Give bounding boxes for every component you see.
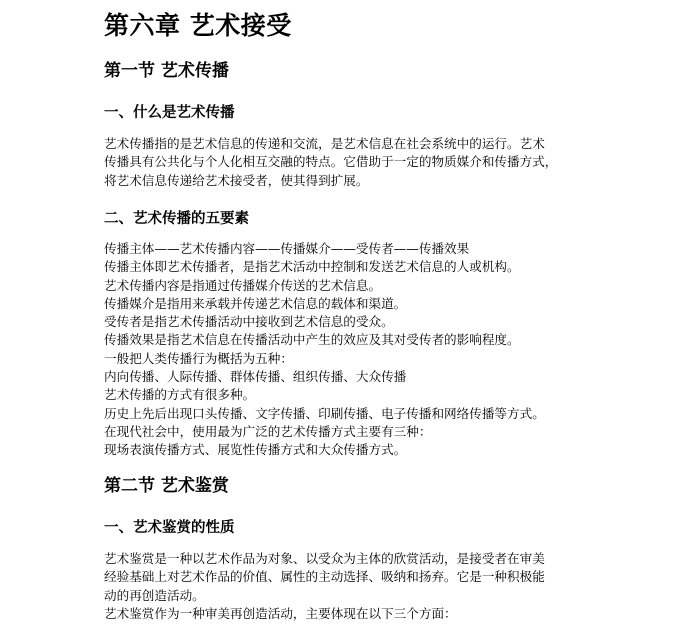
section-1-paragraph-2: [104, 240, 594, 460]
text-line: 在现代社会中，使用最为广泛的艺术传播方式主要有三种：: [104, 423, 432, 439]
text-line: 传播效果是指艺术信息在传播活动中产生的效应及其对受传者的影响程度。: [104, 332, 520, 348]
section-1-heading-1: 一、什么是艺术传播: [104, 105, 235, 121]
text-line: 艺术鉴赏是一种以艺术作品为对象、以受众为主体的欣赏活动，是接受者在审美: [104, 551, 545, 566]
section-1-paragraph-1: [104, 135, 594, 190]
text-line: 艺术传播内容是指通过传播媒介传送的艺术信息。: [104, 277, 382, 293]
text-line: 传播媒介是指用来承载并传递艺术信息的载体和渠道。: [104, 295, 407, 311]
chapter-title: 第六章 艺术接受: [104, 11, 292, 40]
section-2-title: 第二节 艺术鉴赏: [104, 476, 229, 496]
text-line: 经验基础上对艺术作品的价值、属性的主动选择、吸纳和扬弃。它是一种积极能: [104, 569, 545, 585]
text-line: 传播具有公共化与个人化相互交融的特点。它借助于一定的物质媒介和传播方式，: [104, 154, 558, 170]
section-1-heading-2: 二、艺术传播的五要素: [104, 211, 249, 227]
text-line: 历史上先后出现口头传播、文字传播、印刷传播、电子传播和网络传播等方式。: [104, 405, 545, 421]
section-1-title: 第一节 艺术传播: [104, 61, 229, 81]
text-line: 将艺术信息传递给艺术接受者，使其得到扩展。: [104, 172, 369, 188]
text-line: 内向传播、人际传播、群体传播、组织传播、大众传播: [104, 369, 407, 385]
text-line: 传播主体——艺术传播内容——传播媒介——受传者——传播效果: [104, 241, 470, 256]
text-line: 受传者是指艺术传播活动中接收到艺术信息的受众。: [104, 314, 394, 330]
text-line: 艺术传播指的是艺术信息的传递和交流，是艺术信息在社会系统中的运行。艺术: [104, 136, 545, 151]
text-line: 艺术传播的方式有很多种。: [104, 387, 256, 403]
text-line: 动的再创造活动。: [104, 587, 205, 603]
text-line: 艺术鉴赏作为一种审美再创造活动，主要体现在以下三个方面：: [104, 605, 457, 621]
text-line: 一般把人类传播行为概括为五种：: [104, 350, 293, 366]
section-2-paragraph-1: [104, 550, 594, 623]
section-2-heading-1: 一、艺术鉴赏的性质: [104, 520, 235, 536]
text-line: 现场表演传播方式、展览性传播方式和大众传播方式。: [104, 442, 407, 458]
text-line: 传播主体即艺术传播者，是指艺术活动中控制和发送艺术信息的人或机构。: [104, 259, 520, 275]
